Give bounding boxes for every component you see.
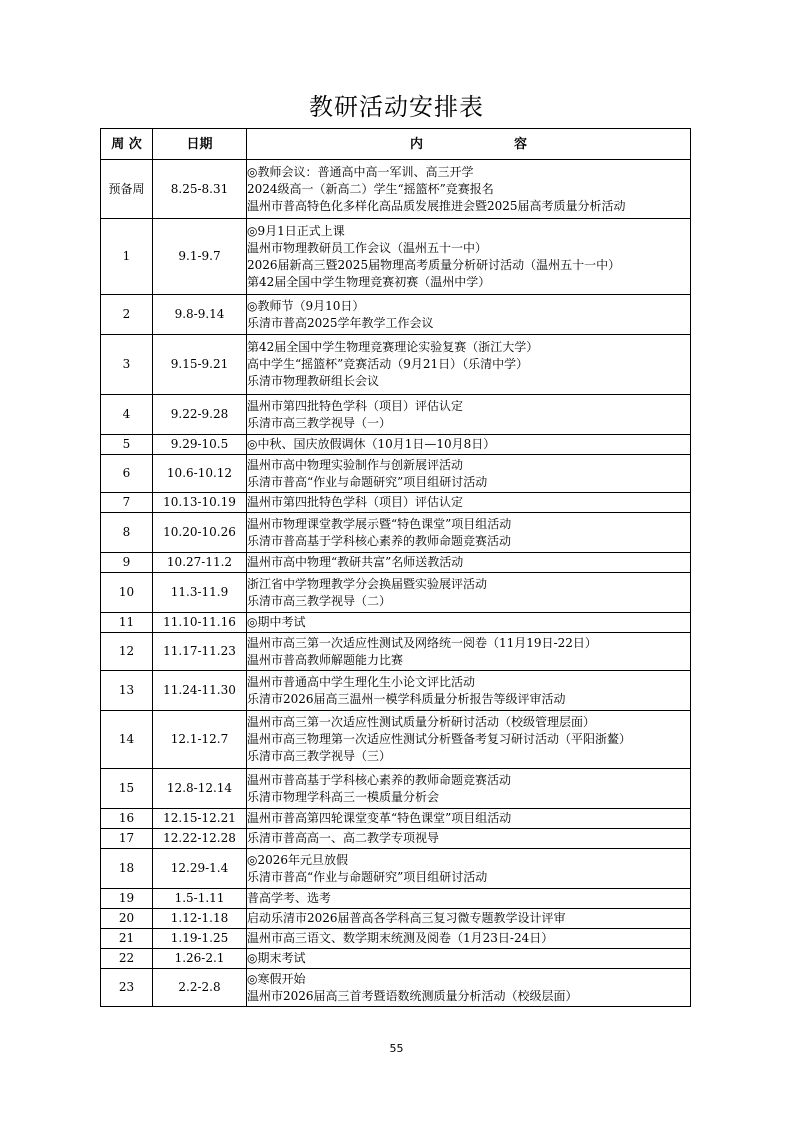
content-line: 乐清市高三教学视导（三）	[247, 749, 392, 763]
date-cell: 11.10-11.16	[153, 613, 247, 633]
date-cell: 12.29-1.4	[153, 849, 247, 889]
content-cell	[247, 829, 691, 849]
date-cell: 2.2-2.8	[153, 969, 247, 1007]
week-cell: 21	[101, 929, 153, 949]
content-cell	[247, 455, 691, 493]
week-cell: 8	[101, 513, 153, 553]
content-line: 乐清市物理教研组长会议	[247, 374, 380, 388]
week-cell: 23	[101, 969, 153, 1007]
header-content: 内 容	[247, 129, 691, 160]
table-row	[101, 295, 691, 335]
date-cell: 9.1-9.7	[153, 219, 247, 295]
week-cell: 18	[101, 849, 153, 889]
date-cell: 12.8-12.14	[153, 769, 247, 809]
date-cell: 11.3-11.9	[153, 573, 247, 613]
content-line: 温州市2026届高三首考暨语数统测质量分析活动（校级层面）	[247, 988, 578, 1003]
content-cell	[247, 909, 691, 929]
table-row	[101, 435, 691, 455]
week-cell: 9	[101, 553, 153, 573]
date-cell: 1.26-2.1	[153, 949, 247, 969]
content-line: 乐清市普高“作业与命题研究”项目组研讨活动	[247, 474, 488, 489]
week-cell: 22	[101, 949, 153, 969]
date-cell: 12.22-12.28	[153, 829, 247, 849]
content-line: ◎期中考试	[247, 615, 306, 629]
week-cell: 7	[101, 493, 153, 513]
schedule-table	[100, 128, 691, 1007]
date-cell: 10.20-10.26	[153, 513, 247, 553]
content-cell	[247, 769, 691, 809]
header-week: 周 次	[101, 129, 153, 160]
content-line: 温州市普高教师解题能力比赛	[247, 652, 404, 667]
content-line: 温州市第四批特色学科（项目）评估认定	[247, 398, 464, 413]
table-row	[101, 769, 691, 809]
week-cell: 15	[101, 769, 153, 809]
content-cell	[247, 513, 691, 553]
content-line: ◎中秋、国庆放假调休（10月1日—10月8日）	[247, 437, 496, 451]
content-cell	[247, 929, 691, 949]
date-cell: 1.12-1.18	[153, 909, 247, 929]
date-cell: 8.25-8.31	[153, 160, 247, 219]
content-line: 乐清市高三教学视导（一）	[247, 415, 392, 430]
schedule-body	[101, 160, 691, 1007]
content-line: 温州市高三第一次适应性测试及网络统一阅卷（11月19日-22日）	[247, 635, 597, 650]
content-cell	[247, 573, 691, 613]
week-cell: 3	[101, 335, 153, 395]
week-cell: 17	[101, 829, 153, 849]
content-line: ◎教师会议：普通高中高一军训、高三开学	[247, 164, 474, 179]
week-cell: 11	[101, 613, 153, 633]
content-line: 乐清市普高2025学年教学工作会议	[247, 315, 434, 330]
week-cell: 5	[101, 435, 153, 455]
content-cell	[247, 395, 691, 435]
content-cell	[247, 809, 691, 829]
table-row	[101, 671, 691, 711]
week-cell: 16	[101, 809, 153, 829]
week-cell: 预备周	[101, 160, 153, 219]
table-row	[101, 553, 691, 573]
table-row	[101, 929, 691, 949]
week-cell: 14	[101, 711, 153, 769]
header-date: 日期	[153, 129, 247, 160]
table-row	[101, 455, 691, 493]
date-cell: 12.15-12.21	[153, 809, 247, 829]
week-cell: 2	[101, 295, 153, 335]
content-line: 温州市高中物理“教研共富”名师送教活动	[247, 555, 464, 569]
content-line: 乐清市2026届高三温州一模学科质量分析报告等级评审活动	[247, 691, 566, 706]
content-line: ◎9月1日正式上课	[247, 223, 345, 238]
table-row	[101, 219, 691, 295]
table-row	[101, 809, 691, 829]
content-line: 2024级高一（新高二）学生“摇篮杯”竞赛报名	[247, 181, 494, 196]
table-row	[101, 335, 691, 395]
table-row	[101, 493, 691, 513]
week-cell: 12	[101, 633, 153, 671]
content-line: 乐清市普高基于学科核心素养的教师命题竞赛活动	[247, 533, 512, 548]
table-row	[101, 829, 691, 849]
content-line: 温州市高中物理实验制作与创新展评活动	[247, 457, 464, 472]
table-row	[101, 889, 691, 909]
date-cell: 9.8-9.14	[153, 295, 247, 335]
table-row	[101, 513, 691, 553]
content-line: 乐清市普高“作业与命题研究”项目组研讨活动	[247, 869, 488, 884]
content-line: 温州市高三语文、数学期末统测及阅卷（1月23日-24日）	[247, 931, 554, 945]
content-cell	[247, 969, 691, 1007]
content-cell	[247, 849, 691, 889]
table-row	[101, 573, 691, 613]
table-row	[101, 613, 691, 633]
table-row	[101, 160, 691, 219]
content-line: 温州市普高特色化多样化高品质发展推进会暨2025届高考质量分析活动	[247, 198, 626, 213]
content-cell	[247, 613, 691, 633]
content-line: 乐清市普高高一、高二教学专项视导	[247, 831, 440, 845]
content-line: 乐清市高三教学视导（二）	[247, 593, 392, 608]
content-cell	[247, 335, 691, 395]
content-line: 第42届全国中学生物理竞赛初赛（温州中学）	[247, 274, 491, 289]
content-cell	[247, 949, 691, 969]
content-cell	[247, 553, 691, 573]
week-cell: 20	[101, 909, 153, 929]
content-line: 温州市普高第四轮课堂变革“特色课堂”项目组活动	[247, 811, 512, 825]
content-line: 温州市物理课堂教学展示暨“特色课堂”项目组活动	[247, 516, 512, 531]
content-cell	[247, 435, 691, 455]
date-cell: 9.15-9.21	[153, 335, 247, 395]
content-cell	[247, 889, 691, 909]
date-cell: 9.22-9.28	[153, 395, 247, 435]
table-row	[101, 849, 691, 889]
table-row	[101, 711, 691, 769]
week-cell: 10	[101, 573, 153, 613]
date-cell: 9.29-10.5	[153, 435, 247, 455]
content-line: 温州市物理教研员工作会议（温州五十一中）	[247, 240, 488, 255]
content-cell	[247, 295, 691, 335]
content-cell	[247, 633, 691, 671]
content-cell	[247, 219, 691, 295]
date-cell: 1.5-1.11	[153, 889, 247, 909]
date-cell: 10.27-11.2	[153, 553, 247, 573]
content-line: 普高学考、选考	[247, 891, 332, 905]
content-cell	[247, 711, 691, 769]
week-cell: 1	[101, 219, 153, 295]
week-cell: 4	[101, 395, 153, 435]
content-line: 高中学生“摇篮杯”竞赛活动（9月21日）（乐清中学）	[247, 357, 529, 371]
content-line: 乐清市物理学科高三一模质量分析会	[247, 789, 440, 804]
content-line: 浙江省中学物理教学分会换届暨实验展评活动	[247, 576, 488, 591]
content-line: 启动乐清市2026届普高各学科高三复习微专题教学设计评审	[247, 911, 566, 925]
content-line: 温州市高三第一次适应性测试质量分析研讨活动（校级管理层面）	[247, 715, 596, 729]
date-cell: 10.6-10.12	[153, 455, 247, 493]
table-row	[101, 909, 691, 929]
table-row	[101, 949, 691, 969]
page-number: 55	[389, 1042, 404, 1055]
week-cell: 13	[101, 671, 153, 711]
week-cell: 6	[101, 455, 153, 493]
content-line: ◎寒假开始	[247, 971, 306, 986]
content-line: 温州市普通高中学生理化生小论文评比活动	[247, 674, 476, 689]
content-line: 第42届全国中学生物理竞赛理论实验复赛（浙江大学）	[247, 340, 539, 354]
content-line: 温州市第四批特色学科（项目）评估认定	[247, 495, 464, 509]
date-cell: 10.13-10.19	[153, 493, 247, 513]
content-cell	[247, 493, 691, 513]
table-row	[101, 633, 691, 671]
content-cell	[247, 160, 691, 219]
content-line: ◎期末考试	[247, 951, 306, 965]
week-cell: 19	[101, 889, 153, 909]
date-cell: 11.17-11.23	[153, 633, 247, 671]
content-line: 温州市普高基于学科核心素养的教师命题竞赛活动	[247, 772, 512, 787]
content-line: 温州市高三物理第一次适应性测试分析暨备考复习研讨活动（平阳浙鳌）	[247, 732, 632, 746]
content-line: 2026届新高三暨2025届物理高考质量分析研讨活动（温州五十一中）	[247, 257, 621, 272]
date-cell: 1.19-1.25	[153, 929, 247, 949]
table-header-row	[101, 129, 691, 160]
table-row	[101, 969, 691, 1007]
page-title: 教研活动安排表	[309, 93, 484, 121]
content-cell	[247, 671, 691, 711]
content-line: ◎2026年元旦放假	[247, 852, 349, 867]
date-cell: 11.24-11.30	[153, 671, 247, 711]
date-cell: 12.1-12.7	[153, 711, 247, 769]
table-row	[101, 395, 691, 435]
content-line: ◎教师节（9月10日）	[247, 298, 365, 313]
